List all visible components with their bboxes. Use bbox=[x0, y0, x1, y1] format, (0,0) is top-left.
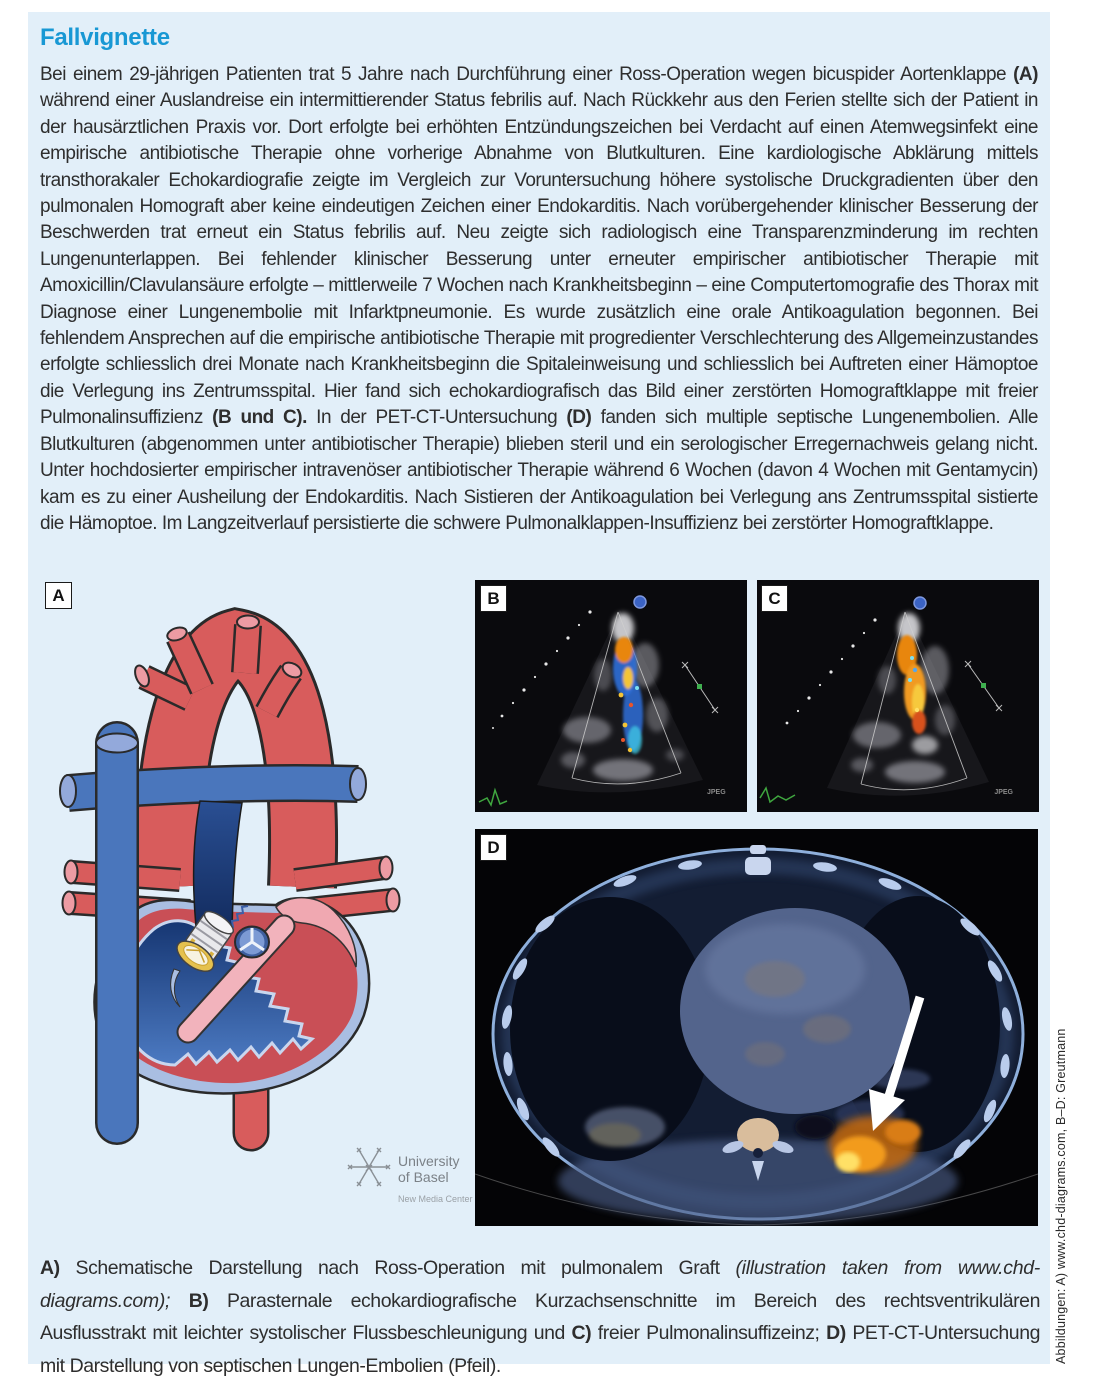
logo-text-2: of Basel bbox=[398, 1169, 449, 1185]
caption-label-a: A) bbox=[40, 1257, 60, 1279]
paragraph-segment: während einer Auslandreise ein intermittierender Status febrilis auf. Nach Rückkehr aus den Ferien stellte sich der Patient in der hausärztlichen Praxis vor. Dort erfolgte bei erhöhten Entzündungszeichen bei Verdacht auf einen Atemwegsinfekt eine empirische antibiotische Therapie ohne vorherige Abnahme von Blutkulturen. Eine kardiologische Abklärung mittels transthorakaler Echokardiografie zeigte im Vergleich zur Voruntersuchung höhere systolische Druckgradienten über den pulmonalen Homograft aber keine eindeutigen Zeichen einer Endokarditis. Nach vorübergehender klinischer Besserung der Beschwerden trat erneut ein Status febrilis auf. Neu zeigte sich radiologisch eine Transparenzminderung im rechten Lungenunterlappen. Bei fehlender klinischer Besserung unter erneuter empirischer antibiotischer Therapie mit Amoxicillin/Clavulansäure erfolgte – mittlerweile 7 Wochen nach Krankheitsbeginn – eine Computertomografie des Thorax mit Diagnose einer Lungenembolie mit Infarktpneumonie. Es wurde zusätzlich eine orale Antikoagulation begonnen. Bei fehlendem Ansprechen auf die empirische antibiotische Therapie mit progredienter Verschlechterung des Allgemeinzustandes erfolgte schliesslich drei Monate nach Krankheitsbeginn die Spitaleinweisung und schliesslich bei Auftreten einer Hämoptoe die Verlegung ins Zentrumsspital. Hier fand sich echokardiografisch das Bild einer zerstörten Homograftklappe mit freier Pulmonalinsuffizienz bbox=[40, 90, 1038, 429]
probe-marker-icon bbox=[914, 597, 926, 609]
paragraph-segment: Bei einem 29-jährigen Patienten trat 5 Jahre nach Durchführung einer Ross-Operation wegen bicuspider Aortenklappe bbox=[40, 64, 1014, 85]
heart-mediastinum bbox=[680, 908, 910, 1114]
echo-image-b bbox=[475, 580, 747, 812]
caption-label-d: D) bbox=[826, 1322, 846, 1344]
bold-ref-a: (A) bbox=[1013, 64, 1038, 85]
jpeg-tag: JPEG bbox=[994, 789, 1013, 796]
figure-label-c: C bbox=[761, 585, 788, 612]
vignette-panel bbox=[28, 12, 1050, 1377]
figure-label-b: B bbox=[480, 585, 507, 612]
logo-subtext: New Media Center bbox=[398, 1194, 473, 1204]
figure-caption bbox=[40, 1252, 1040, 1382]
caption-label-c: C) bbox=[571, 1322, 592, 1344]
thorax-cross-section bbox=[493, 845, 1023, 1223]
paragraph-segment: fanden sich multiple septische Lungenembolien. Alle Blutkulturen (abgenommen unter antibiotischer Therapie) blieben steril und ein serologischer Erregernachweis gelang nicht. Unter hochdosierter empirischer intravenöser antibiotischer Therapie während 6 Wochen (davon 4 Wochen mit Gentamycin) kam es zu einer Ausheilung der Endokarditis. Nach Sistieren der Antikoagulation bei Verlegung ans Zentrumsspital sistierte die Hämoptoe. Im Langzeitverlauf persistierte die schwere Pulmonalklappen-Insuffizienz bei zerstörter Homograftklappe. bbox=[40, 407, 1038, 534]
bold-ref-d: (D) bbox=[566, 407, 592, 429]
echo-image-c bbox=[757, 580, 1039, 812]
caption-credit-italic: (illustration taken from www.chd-diagrams.com); bbox=[40, 1257, 1040, 1312]
autograft-valve-disc bbox=[235, 927, 269, 958]
caption-segment: Schematische Darstellung nach Ross-Operation mit pulmonalem Graft bbox=[59, 1257, 736, 1279]
jpeg-tag: JPEG bbox=[707, 789, 726, 796]
image-credit: Abbildungen: A) www.chd-diagrams.com, B–D: Greutmann bbox=[1054, 1028, 1068, 1364]
figure-label-a: A bbox=[45, 582, 72, 609]
caption-segment: PET-CT-Untersuchung mit Darstellung von septischen Lungen-Embolien (Pfeil). bbox=[40, 1322, 1040, 1377]
vena-cava bbox=[96, 734, 138, 1124]
probe-marker-icon bbox=[634, 596, 646, 608]
bold-ref-bc: (B und C). bbox=[212, 407, 307, 429]
vignette-paragraph bbox=[40, 62, 1038, 537]
pet-ct-image bbox=[475, 829, 1038, 1226]
page-title: Fallvignette bbox=[40, 24, 170, 51]
paragraph-segment: In der PET-CT-Untersuchung bbox=[306, 407, 567, 429]
caption-segment: freier Pulmonalinsuffizeinz; bbox=[591, 1322, 827, 1344]
caption-label-b: B) bbox=[188, 1289, 209, 1312]
caption-segment: Parasternale echokardiografische Kurzachsenschnitte im Bereich des rechtsventrikulären Ausflusstrakt mit leichter systolischer Flussbeschleunigung und bbox=[40, 1289, 1040, 1344]
logo-text-1: University bbox=[398, 1153, 460, 1169]
university-basel-logo-icon bbox=[346, 1140, 481, 1210]
figure-label-d: D bbox=[480, 834, 507, 861]
